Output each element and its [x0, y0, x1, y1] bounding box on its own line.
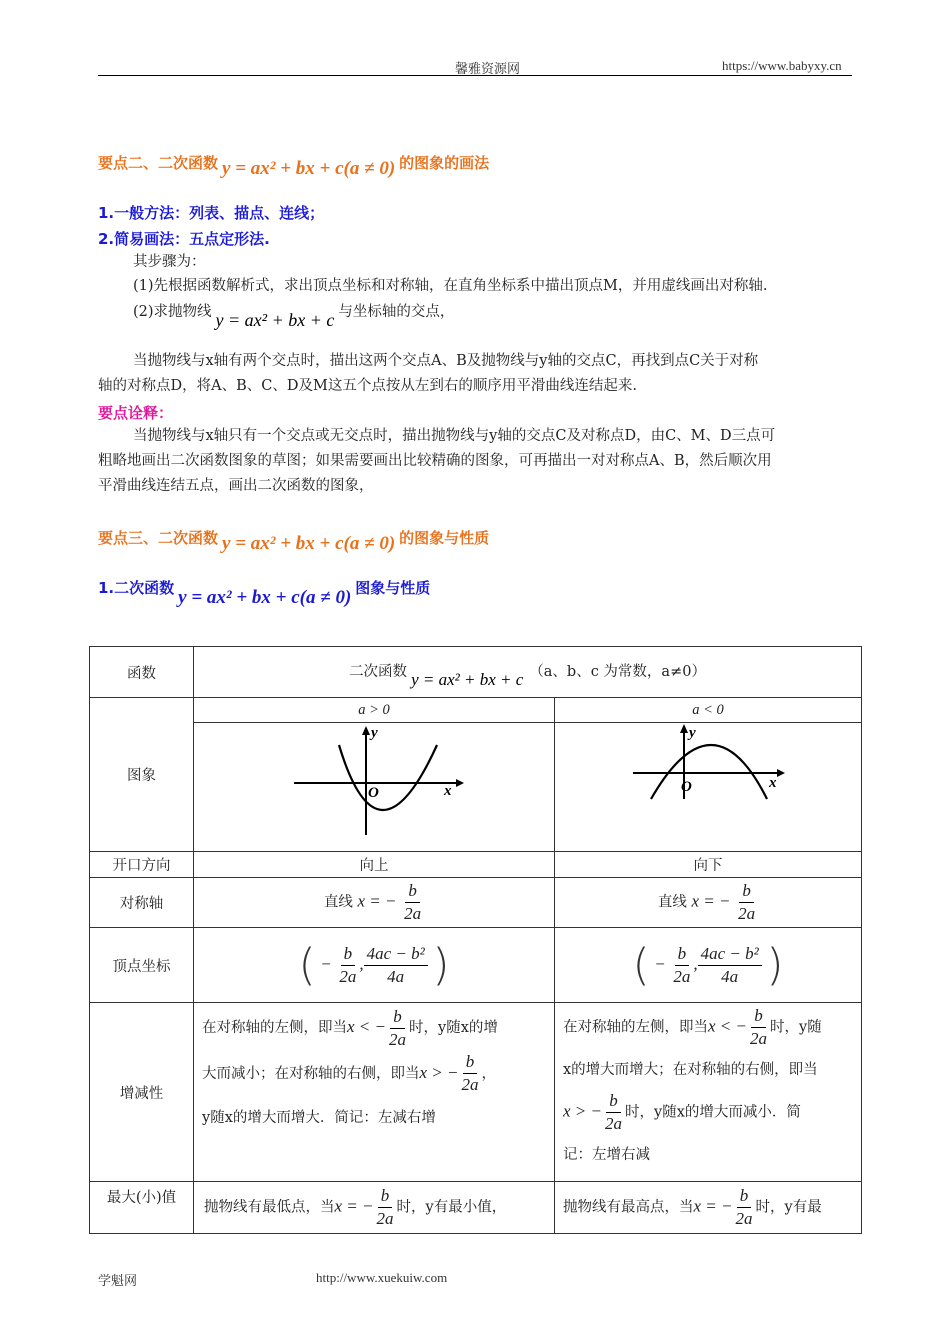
x-arrow	[456, 779, 464, 787]
right-paren: )	[766, 939, 784, 990]
section3-formula: y = ax² + bx + c(a ≠ 0)	[222, 533, 396, 554]
graph-downward-parabola	[555, 723, 862, 847]
mono-pos-text-a: 在对称轴的左侧，即当	[202, 1020, 347, 1036]
section3-title-prefix: 要点三、二次函数	[98, 529, 219, 547]
para1-line2: 轴的对称点D，将A、B、C、D及M这五个点按从左到右的顺序用平滑曲线连结起来.	[98, 378, 637, 394]
left-paren: (	[298, 939, 316, 990]
section2-item2: 2.简易画法：五点定形法.	[98, 230, 270, 248]
note-line1: 当抛物线与x轴只有一个交点或无交点时，描出抛物线与y轴的交点C及对称点D，由C、M、D三点可	[133, 428, 776, 444]
row-mono-label: 增减性	[90, 1003, 194, 1182]
vertex-comma: ,	[693, 954, 698, 973]
para1-line1: 当抛物线与x轴有两个交点时，描出这两个交点A、B及抛物线与y轴的交点C，再找到点C关于对称	[133, 353, 759, 369]
graph-x-label: x	[769, 775, 777, 791]
function-note: （a、b、c 为常数，a≠0）	[529, 664, 706, 680]
vertex-neg	[555, 928, 862, 1003]
step2	[133, 300, 454, 331]
note-title: 要点诠释：	[98, 404, 174, 422]
row-cases	[90, 698, 862, 723]
section2-item1: 1.一般方法：列表、描点、连线；	[98, 204, 325, 222]
section3-sub	[98, 577, 430, 609]
vertex-minus: −	[654, 954, 666, 973]
axis-lhs: x = −	[691, 891, 731, 911]
section3-sub-formula: y = ax² + bx + c(a ≠ 0)	[178, 587, 352, 608]
mono-pos-text-b: 时，y随x的增	[409, 1020, 498, 1036]
mono-pos	[194, 1003, 555, 1182]
mono-pos-gt: x > −	[419, 1062, 459, 1082]
note-line3: 平滑曲线连结五点，画出二次函数的图象，	[98, 478, 374, 494]
axis-fraction	[401, 880, 424, 925]
function-formula: y = ax² + bx + c	[411, 670, 524, 689]
frac-denominator: 2a	[605, 1114, 622, 1133]
frac-denominator: 2a	[750, 1029, 767, 1048]
left-paren: (	[632, 939, 650, 990]
mono-neg-text-d: 时，y随x的增大而减小．简	[625, 1104, 801, 1121]
section3-sub-suffix: 图象与性质	[355, 579, 431, 597]
extreme-fraction	[733, 1185, 756, 1230]
extreme-pos-text-b: 时，y有最小值，	[396, 1199, 507, 1216]
step2-formula: y = ax² + bx + c	[215, 310, 335, 330]
row-monotonicity	[90, 1003, 862, 1182]
mono-pos-lt: x < −	[347, 1017, 386, 1036]
mono-neg	[555, 1003, 862, 1182]
axis-prefix: 直线	[323, 894, 353, 911]
axis-lhs: x = −	[357, 891, 397, 911]
section3-sub-prefix: 1.二次函数	[98, 579, 175, 597]
vertex-minus: −	[320, 954, 332, 973]
extreme-pos-text-a: 抛物线有最低点，当	[204, 1199, 335, 1216]
graph-pos-cell	[194, 723, 555, 852]
frac-denominator: 4a	[721, 966, 739, 986]
row-graph	[90, 723, 862, 852]
function-prefix: 二次函数	[349, 664, 408, 680]
header-url[interactable]: https://www.babyxy.cn	[722, 58, 842, 73]
frac-denominator: 2a	[389, 1029, 406, 1049]
axis-pos	[194, 878, 555, 928]
graph-y-label: y	[371, 725, 378, 741]
frac-numerator: b	[378, 1185, 393, 1208]
frac-numerator: 4ac − b²	[364, 943, 428, 966]
graph-x-label: x	[444, 783, 452, 799]
frac-numerator: b	[737, 1185, 752, 1208]
graph-origin-label: O	[368, 785, 379, 801]
frac-numerator: b	[675, 943, 690, 966]
mono-pos-text-e: y随x的增大而增大．简记：左减右增	[202, 1110, 436, 1126]
extreme-neg-text-a: 抛物线有最高点，当	[563, 1199, 694, 1216]
header-site: 馨雅资源网	[455, 61, 521, 76]
row-vertex	[90, 928, 862, 1003]
frac-denominator: 2a	[673, 966, 691, 986]
frac-numerator: 4ac − b²	[698, 943, 762, 966]
graph-upward-parabola	[194, 723, 555, 847]
extreme-fraction	[374, 1185, 397, 1230]
open-neg: 向下	[555, 852, 862, 878]
mono-fraction	[747, 1005, 770, 1050]
extreme-pos-eq: x = −	[334, 1196, 374, 1216]
vertex-x-fraction	[670, 943, 693, 988]
row-open-label: 开口方向	[90, 852, 194, 878]
right-paren: )	[432, 939, 450, 990]
frac-denominator: 2a	[461, 1075, 479, 1094]
row-axis	[90, 878, 862, 928]
footer-site: 学魁网	[98, 1273, 138, 1288]
frac-denominator: 2a	[339, 966, 357, 986]
note-line2: 粗略地画出二次函数图象的草图；如果需要画出比较精确的图象，可再描出一对对称点A、B，然后顺次用	[98, 453, 772, 469]
header-rule	[98, 75, 852, 76]
section2-title	[98, 152, 489, 180]
row-extreme	[90, 1182, 862, 1234]
axis-fraction	[735, 880, 758, 925]
frac-denominator: 4a	[387, 966, 405, 986]
extreme-neg-eq: x = −	[693, 1196, 733, 1216]
frac-numerator: b	[739, 880, 754, 903]
col-a-positive: a > 0	[194, 698, 555, 723]
frac-numerator: b	[463, 1051, 478, 1074]
vertex-x-fraction	[336, 943, 359, 988]
y-arrow	[362, 726, 370, 735]
frac-numerator: b	[390, 1006, 405, 1029]
mono-neg-text-c: x的增大而增大；在对称轴的右侧，即当	[563, 1062, 818, 1078]
mono-neg-gt: x > −	[563, 1101, 602, 1121]
graph-neg-cell	[555, 723, 862, 852]
mono-neg-lt: x < −	[708, 1016, 747, 1036]
footer-url[interactable]: http://www.xuekuiw.com	[316, 1270, 448, 1285]
row-extreme-label: 最大(小)值	[90, 1182, 194, 1234]
x-arrow	[777, 769, 785, 777]
frac-numerator: b	[606, 1090, 621, 1113]
mono-pos-text-c: 大而减小；在对称轴的右侧，即当	[202, 1065, 420, 1082]
step2-suffix: 与坐标轴的交点，	[338, 304, 455, 320]
mono-pos-text-d: ，	[481, 1065, 496, 1082]
steps-label: 其步骤为：	[133, 254, 206, 270]
col-a-negative: a < 0	[555, 698, 862, 723]
frac-numerator: b	[341, 943, 356, 966]
vertex-pos	[194, 928, 555, 1003]
graph-origin-label: O	[681, 779, 692, 795]
y-arrow	[680, 724, 688, 733]
section2-title-suffix: 的图象的画法	[399, 154, 490, 172]
mono-fraction	[386, 1006, 409, 1051]
section3-title	[98, 527, 489, 555]
section3-title-suffix: 的图象与性质	[399, 529, 490, 547]
row-function	[90, 647, 862, 698]
row-graph-label: 图象	[90, 698, 194, 852]
row-function-label: 函数	[90, 647, 194, 698]
frac-numerator: b	[405, 880, 420, 903]
mono-neg-text-e: 记：左增右减	[563, 1147, 650, 1163]
row-axis-label: 对称轴	[90, 878, 194, 928]
mono-neg-text-a: 在对称轴的左侧，即当	[563, 1019, 708, 1036]
frac-numerator: b	[751, 1005, 766, 1028]
frac-denominator: 2a	[404, 904, 422, 923]
extreme-pos	[194, 1182, 555, 1234]
frac-denominator: 2a	[738, 904, 756, 923]
parabola-curve	[339, 745, 437, 810]
frac-denominator: 2a	[735, 1209, 753, 1228]
frac-denominator: 2a	[376, 1209, 394, 1228]
axis-prefix: 直线	[657, 894, 687, 911]
extreme-neg	[555, 1182, 862, 1234]
step2-prefix: (2)求抛物线	[133, 304, 212, 320]
open-pos: 向上	[194, 852, 555, 878]
row-vertex-label: 顶点坐标	[90, 928, 194, 1003]
mono-fraction	[459, 1051, 482, 1096]
row-function-content	[194, 647, 862, 698]
vertex-y-fraction	[364, 943, 428, 988]
section2-title-prefix: 要点二、二次函数	[98, 154, 219, 172]
properties-table	[89, 646, 862, 1234]
step1-text: (1)先根据函数解析式，求出顶点坐标和对称轴，在直角坐标系中描出顶点M，并用虚线画出对称轴.	[133, 278, 768, 294]
mono-neg-text-b: 时，y随	[770, 1019, 822, 1036]
vertex-comma: ,	[359, 954, 364, 973]
row-open	[90, 852, 862, 878]
section2-formula: y = ax² + bx + c(a ≠ 0)	[222, 158, 396, 179]
mono-fraction	[602, 1090, 625, 1135]
extreme-neg-text-b: 时，y有最	[755, 1199, 822, 1216]
vertex-y-fraction	[698, 943, 762, 988]
axis-neg	[555, 878, 862, 928]
graph-y-label: y	[689, 725, 696, 741]
